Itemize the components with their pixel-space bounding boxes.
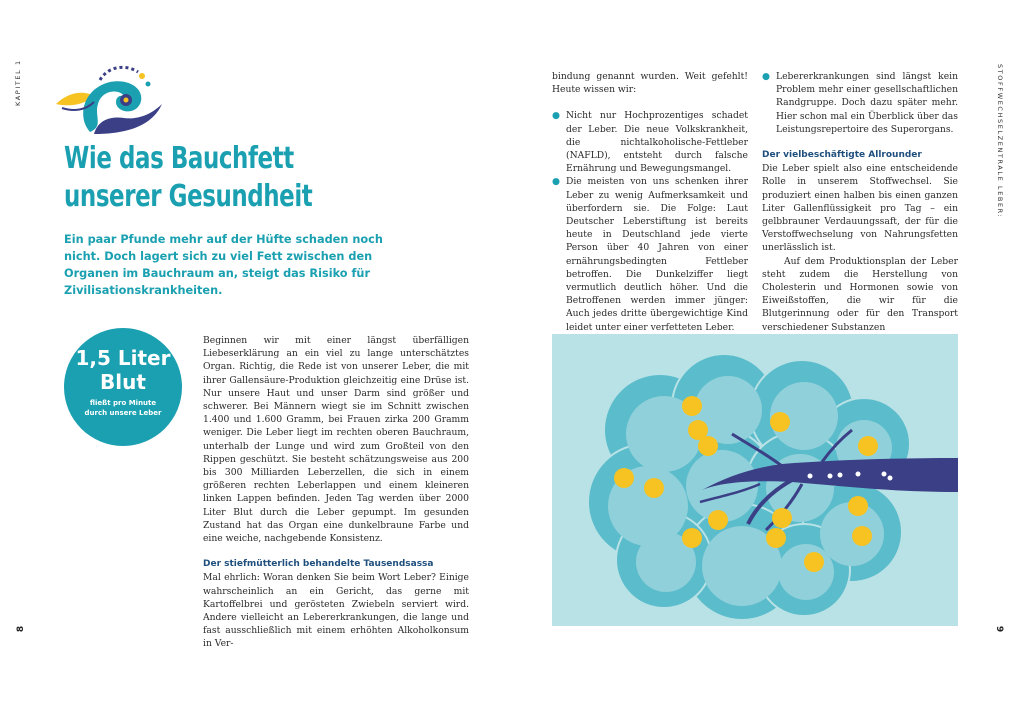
bullet-item — [552, 175, 748, 333]
bullet-text: Lebererkrankungen sind längst kein Problem mehr einer gesellschaftlichen Randgruppe. Doch dazu später mehr. Hier schon mal ein Überblick über das Leistungsrepertoire des Superorgans. — [776, 71, 958, 135]
right-column-2 — [762, 70, 958, 334]
bullet-dot-icon: ● — [552, 110, 561, 122]
page-title — [64, 140, 404, 216]
lead-paragraph: Ein paar Pfunde mehr auf der Hüfte schaden noch nicht. Doch lagert sich zu viel Fett zwischen den Organen im Bauchraum an, steigt das Risiko für Zivilisationskrankheiten. — [64, 233, 383, 297]
title-line-2: unserer Gesundheit — [64, 179, 313, 214]
body-paragraph: Auf dem Produktionsplan der Leber steht zudem die Herstellung von Cholesterin und Hormonen sowie von Eiweißstoffen, die wir für die Blutgerinnung oder für den Transport verschiedener Substanzen — [762, 255, 958, 333]
fact-circle — [64, 328, 182, 446]
left-page-number: 8 — [16, 625, 27, 633]
title-line-1: Wie das Bauchfett — [64, 141, 294, 176]
fact-big-line-1: 1,5 Liter — [75, 346, 171, 370]
section-subheading: Der vielbeschäftigte Allrounder — [762, 150, 922, 161]
body-paragraph: Mal ehrlich: Woran denken Sie beim Wort Leber? Einige wahrscheinlich an ein Gericht, das gerne mit Kartoffelbrei und gerösteten Zwiebeln serviert wird. Andere vielleicht an Lebererkrankungen, die lange und fast ausschließlich mit einem erhöhten Alkoholkonsum in Ver- — [203, 572, 469, 650]
fact-small-line-1: fließt pro Minute — [89, 399, 157, 407]
chapter-label: KAPITEL 1 — [14, 59, 22, 106]
column-intro: bindung genannt wurden. Weit gefehlt! Heute wissen wir: — [552, 71, 748, 96]
fact-small-line-2: durch unsere Leber — [84, 409, 162, 417]
bullet-dot-icon: ● — [762, 71, 771, 82]
liver-tree-illustration — [552, 334, 958, 626]
right-column-1 — [552, 70, 748, 334]
section-subheading: Der stiefmütterlich behandelte Tausendsassa — [203, 559, 434, 570]
fact-big-line-2: Blut — [100, 370, 146, 394]
bullet-item — [762, 70, 958, 136]
left-body-column — [203, 334, 469, 651]
bullet-dot-icon: ● — [552, 176, 561, 188]
running-head: STOFFWECHSELZENTRALE LEBER: — [996, 64, 1004, 219]
bullet-text: Nicht nur Hochprozentiges schadet der Leber. Die neue Volkskrankheit, die nichtalkoholische-Fettleber (NAFLD), entsteht durch falsche Ernährung und Bewegungsmangel. — [566, 110, 748, 175]
bullet-text: Die meisten von uns schenken ihrer Leber zu wenig Aufmerksamkeit und überfordern sie. Die Folge: Laut Deutscher Leberstiftung ist bereits heute in Deutschland jede vierte Person über 40 Jahren von einer ernährungsbedingten Fettleber betroffen. Die Dunkelziffer liegt vermutlich deutlich höher. Und die Betroffenen werden immer jünger: Auch jedes dritte übergewichtige Kind leidet unter einer verfetteten Leber. — [566, 176, 748, 333]
body-paragraph: Beginnen wir mit einer längst überfälligen Liebeserklärung an ein viel zu lange unterschätztes Organ. Richtig, die Rede ist von unserer Leber, die mit ihrer Gallensäure-Produktion gleichzeitig eine Drüse ist. Nur unsere Haut und unser Darm sind größer und schwerer. Bei Männern wiegt sie im Schnitt zwischen 1.400 und 1.600 Gramm, bei Frauen zirka 200 Gramm weniger. Die Leber liegt im rechten oberen Bauchraum, unterhalb der Lunge und wird zum Großteil von den Rippen geschützt. Sie besteht schätzungsweise aus 200 bis 300 Milliarden Leberzellen, die sich in einem größeren rechten Leberlappen und einem kleineren linken Lappen befinden. Jeden Tag werden über 2000 Liter Blut durch die Leber gepumpt. Im gesunden Zustand hat das Organ eine dunkelbraune Farbe und eine weiche, nachgebende Konsistenz. — [203, 335, 469, 545]
body-paragraph: Die Leber spielt also eine entscheidende Rolle in unserem Stoffwechsel. Sie produziert einen halben bis einen ganzen Liter Gallenflüssigkeit pro Tag – ein gelbbrauner Verdauungssaft, der für die Verstoffwechselung von Nahrungsfetten unerlässlich ist. — [762, 163, 958, 254]
paisley-logo-icon — [54, 62, 166, 138]
bullet-item — [552, 109, 748, 175]
right-page-number: 9 — [994, 625, 1005, 633]
